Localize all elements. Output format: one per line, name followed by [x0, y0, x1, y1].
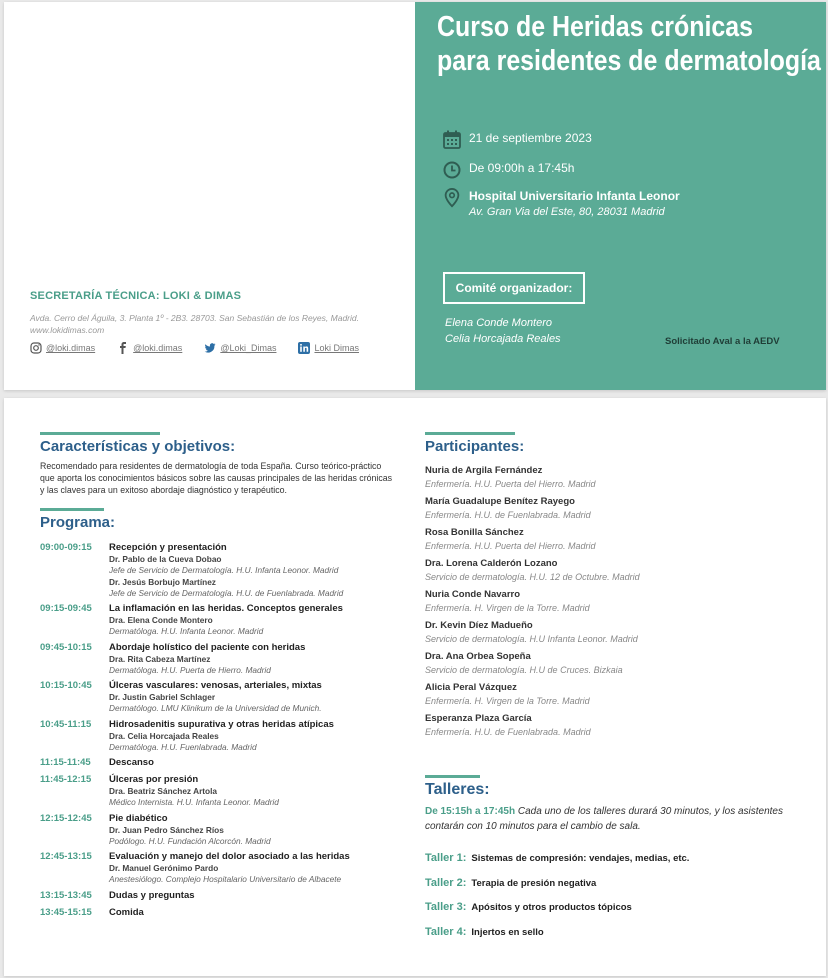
program-body [109, 850, 400, 886]
program-body [109, 718, 400, 754]
taller-label: Taller 3: [425, 901, 467, 913]
participant-name: Dr. Kevin Díez Madueño [425, 620, 533, 631]
participant-role: Enfermería. H. Virgen de la Torre. Madrid [425, 696, 590, 706]
speaker-role: Dermatóloga. H.U. Puerta de Hierro. Madrid [109, 664, 271, 675]
participant [425, 495, 805, 522]
program-time: 09:00-09:15 [40, 542, 92, 553]
participant-name: Alicia Peral Vázquez [425, 682, 517, 693]
program-time: 10:15-10:45 [40, 680, 92, 691]
speaker-name: Dr. Manuel Gerónimo Pardo [109, 863, 219, 873]
program-title: Abordaje holístico del paciente con heridas [109, 641, 306, 653]
talleres-heading-text: Talleres: [425, 781, 490, 798]
participant [425, 526, 805, 553]
instagram-icon [30, 342, 42, 354]
participant [425, 681, 805, 708]
taller-item [425, 877, 596, 889]
heading-accent-bar [425, 432, 515, 435]
program-title: Dudas y preguntas [109, 889, 195, 901]
participantes-list [425, 464, 805, 743]
date-row [443, 130, 592, 150]
venue-text [469, 188, 680, 220]
program-body [109, 641, 400, 677]
program-body [109, 679, 400, 715]
speaker-name: Dra. Rita Cabeza Martínez [109, 653, 211, 664]
secretaria-title: SECRETARÍA TÉCNICA: LOKI & DIMAS [30, 290, 242, 302]
program-body [109, 756, 400, 769]
participant-name: Dra. Ana Orbea Sopeña [425, 651, 531, 662]
speaker-role: Dermatóloga. H.U. Infanta Leonor. Madrid [109, 626, 264, 636]
secretaria-address [30, 312, 400, 336]
program-item [40, 756, 400, 769]
program-title: Recepción y presentación [109, 542, 227, 553]
speaker-name: Dra. Beatriz Sánchez Artola [109, 786, 218, 796]
venue-address: Av. Gran Via del Este, 80, 28031 Madrid [469, 206, 665, 218]
venue-name: Hospital Universitario Infanta Leonor [469, 189, 680, 203]
program-title: Úlceras vasculares: venosas, arteriales, mixtas [109, 680, 322, 691]
speaker-role: Dermatóloga. H.U. Fuenlabrada. Madrid [109, 741, 257, 752]
program-title: Hidrosadenitis supurativa y otras heridas atípicas [109, 718, 334, 730]
program-body [109, 906, 400, 919]
participant [425, 588, 805, 615]
committee-label-box: Comité organizador: [443, 272, 585, 304]
program-item [40, 679, 400, 715]
participant-role: Enfermería. H. Virgen de la Torre. Madrid [425, 603, 590, 613]
participant-name: Esperanza Plaza García [425, 713, 532, 724]
program-title: Descanso [109, 757, 154, 768]
program-body [109, 541, 400, 599]
talleres-intro-text: Cada uno de los talleres durará 30 minutos, y los asistentes contarán con 10 minutos para el cambio de sala. [425, 806, 783, 832]
participant [425, 712, 805, 739]
committee-member: Celia Horcajada Reales [445, 333, 561, 345]
course-date: 21 de septiembre 2023 [469, 131, 592, 145]
venue-row [443, 188, 680, 220]
social-links [30, 342, 359, 354]
participantes-heading [425, 438, 524, 455]
program-item [40, 718, 400, 754]
speaker-name: Dra. Celia Horcajada Reales [109, 730, 219, 741]
objetivos-heading-text: Características y objetivos: [40, 438, 236, 455]
committee-names [445, 315, 561, 347]
speaker-name: Dr. Jesús Borbujo Martínez [109, 576, 216, 587]
program-body [109, 602, 400, 638]
program-title: Comida [109, 906, 144, 918]
participant-role: Servicio de dermatología. H.U de Cruces. Bizkaia [425, 665, 623, 675]
talleres-heading [425, 781, 490, 799]
course-title-line2: para residentes de dermatología [437, 45, 821, 77]
heading-accent-bar [40, 508, 104, 511]
committee-member: Elena Conde Montero [445, 317, 553, 329]
facebook-icon [117, 342, 129, 354]
talleres-intro [425, 804, 795, 834]
program-item [40, 602, 400, 638]
secretaria-web[interactable]: www.lokidimas.com [30, 325, 105, 335]
speaker-role: Médico Internista. H.U. Infanta Leonor. Madrid [109, 797, 279, 807]
participant-name: Rosa Bonilla Sánchez [425, 527, 524, 538]
program-time: 11:45-12:15 [40, 774, 92, 785]
participant-role: Enfermería. H.U. Puerta del Hierro. Madrid [425, 479, 596, 489]
taller-desc: Apósitos y otros productos tópicos [471, 902, 632, 913]
speaker-name: Dra. Elena Conde Montero [109, 615, 213, 625]
program-body [109, 773, 400, 809]
twitter-icon [204, 342, 216, 354]
program-time: 13:15-13:45 [40, 889, 92, 901]
programa-heading-text: Programa: [40, 514, 116, 531]
program-item [40, 812, 400, 848]
speaker-role: Jefe de Servicio de Dermatología. H.U. de Fuenlabrada. Madrid [109, 587, 344, 598]
social-facebook[interactable] [117, 342, 182, 354]
clock-icon [443, 160, 461, 180]
participant-name: Nuria de Argila Fernández [425, 465, 543, 476]
program-item [40, 850, 400, 886]
instagram-handle: @loki.dimas [46, 343, 96, 353]
course-title [437, 10, 821, 78]
program-item [40, 889, 400, 902]
linkedin-icon [298, 342, 310, 354]
program-time: 11:15-11:45 [40, 757, 91, 768]
program-time: 12:45-13:15 [40, 851, 92, 862]
course-header-panel [415, 2, 826, 390]
participant-role: Servicio de dermatología. H.U. 12 de Octubre. Madrid [425, 572, 640, 582]
taller-label: Taller 2: [425, 877, 467, 889]
speaker-role: Jefe de Servicio de Dermatología. H.U. Infanta Leonor. Madrid [109, 565, 339, 575]
participant-name: Dra. Lorena Calderón Lozano [425, 558, 558, 569]
social-linkedin[interactable] [298, 342, 359, 354]
objetivos-text: Recomendado para residentes de dermatología de toda España. Curso teórico-práctico que aporta los conocimientos básicos sobre las causas principales de las heridas crónicas y las claves para un exitoso abordaje diagnóstico y terapéutico. [40, 461, 393, 495]
taller-desc: Injertos en sello [471, 927, 544, 938]
linkedin-handle: Loki Dimas [314, 343, 359, 353]
participantes-heading-text: Participantes: [425, 438, 525, 455]
participant-name: Nuria Conde Navarro [425, 589, 521, 600]
speaker-name: Dr. Juan Pedro Sánchez Ríos [109, 824, 224, 835]
aval-note: Solicitado Aval a la AEDV [665, 336, 780, 347]
secretaria-address-line: Avda. Cerro del Águila, 3. Planta 1º - 2B3. 28703. San Sebastián de los Reyes, Madrid. [30, 313, 359, 323]
participant-role: Servicio de dermatología. H.U Infanta Leonor. Madrid [425, 634, 638, 644]
program-title: Úlceras por presión [109, 774, 199, 785]
program-item [40, 641, 400, 677]
participant-role: Enfermería. H.U. de Fuenlabrada. Madrid [425, 510, 591, 520]
objetivos-heading [40, 438, 235, 455]
course-title-line1: Curso de Heridas crónicas [437, 11, 754, 43]
speaker-name: Dr. Pablo de la Cueva Dobao [109, 554, 222, 564]
participant [425, 557, 805, 584]
programa-list [40, 541, 400, 919]
program-title: Evaluación y manejo del dolor asociado a las heridas [109, 851, 350, 862]
speaker-role: Dermatólogo. LMU Klinikum de la Universidad de Munich. [109, 703, 322, 713]
heading-accent-bar [40, 432, 160, 435]
program-sheet [4, 398, 826, 976]
time-row [443, 160, 574, 180]
speaker-role: Podólogo. H.U. Fundación Alcorcón. Madrid [109, 835, 271, 846]
participant [425, 619, 805, 646]
taller-label: Taller 1: [425, 852, 467, 864]
program-body [109, 812, 400, 848]
program-item [40, 773, 400, 809]
program-time: 09:15-09:45 [40, 603, 92, 614]
course-time: De 09:00h a 17:45h [469, 161, 575, 175]
taller-item [425, 852, 689, 864]
social-twitter[interactable] [204, 342, 276, 354]
program-item [40, 541, 400, 599]
programa-heading [40, 514, 115, 531]
participant [425, 650, 805, 677]
taller-item [425, 901, 632, 913]
program-time: 12:15-12:45 [40, 812, 92, 824]
location-pin-icon [443, 188, 461, 208]
program-item [40, 906, 400, 919]
program-time: 13:45-15:15 [40, 906, 92, 918]
twitter-handle: @Loki_Dimas [220, 343, 277, 353]
talleres-time: De 15:15h a 17:45h [425, 806, 516, 817]
program-title: Pie diabético [109, 812, 168, 824]
program-title: La inflamación en las heridas. Conceptos generales [109, 603, 343, 614]
calendar-icon [443, 130, 461, 150]
program-time: 10:45-11:15 [40, 718, 92, 730]
program-time: 09:45-10:15 [40, 641, 92, 653]
program-body [109, 889, 400, 902]
taller-desc: Sistemas de compresión: vendajes, medias, etc. [471, 853, 690, 864]
taller-item [425, 926, 544, 938]
speaker-name: Dr. Justin Gabriel Schlager [109, 692, 216, 702]
speaker-role: Anestesiólogo. Complejo Hospitalario Universitario de Albacete [109, 874, 342, 884]
taller-label: Taller 4: [425, 926, 467, 938]
taller-desc: Terapia de presión negativa [471, 878, 597, 889]
participant-name: María Guadalupe Benítez Rayego [425, 496, 575, 507]
participant [425, 464, 805, 491]
participant-role: Enfermería. H.U. de Fuenlabrada. Madrid [425, 727, 591, 737]
facebook-handle: @loki.dimas [133, 343, 183, 353]
heading-accent-bar [425, 775, 480, 778]
social-instagram[interactable] [30, 342, 95, 354]
participant-role: Enfermería. H.U. Puerta del Hierro. Madrid [425, 541, 596, 551]
